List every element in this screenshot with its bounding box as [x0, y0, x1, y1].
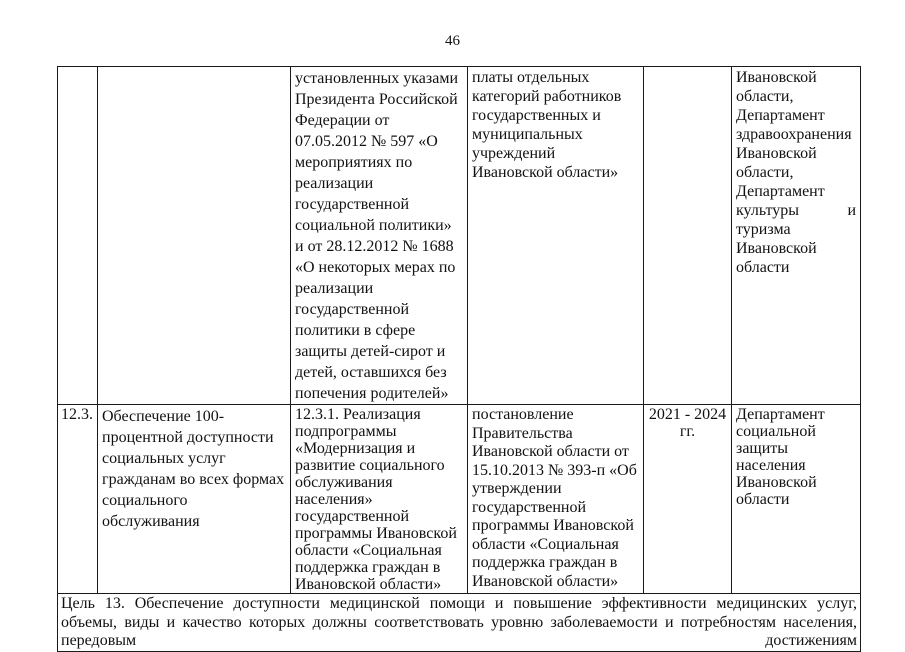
cell-objective: [98, 67, 291, 405]
table-row-continuation: [58, 67, 861, 405]
table-row-goal-13: [58, 594, 861, 652]
cell-executor: Ивановской области, Департамент здравоохранения Ивановской области, Департамент культуры и туризма Ивановской области: [732, 67, 861, 405]
table-row-12-3: [58, 405, 861, 594]
page-number: 46: [445, 33, 460, 49]
cell-goal-13: Цель 13. Обеспечение доступности медицинской помощи и повышение эффективности медицинских услуг, объемы, виды и качество которых должны соответствовать уровню заболеваемости и потребностям населения, передовым достижениям: [58, 594, 861, 652]
cell-executor: Департамент социальной защиты населения Ивановской области: [732, 405, 861, 594]
cell-period: 2021 - 2024 гг.: [644, 405, 732, 594]
cell-measure: 12.3.1. Реализация подпрограммы «Модернизация и развитие социального обслуживания населения» государственной программы Ивановской области «Социальная поддержка граждан в Ивановской области»: [291, 405, 468, 594]
cell-legal-basis: платы отдельных категорий работников государственных и муниципальных учреждений Ивановской области»: [468, 67, 644, 405]
cell-item-number: [58, 67, 98, 405]
cell-item-number: 12.3.: [58, 405, 98, 594]
cell-objective: Обеспечение 100-процентной доступности социальных услуг гражданам во всех формах социального обслуживания: [98, 405, 291, 594]
cell-legal-basis: постановление Правительства Ивановской области от 15.10.2013 № 393-п «Об утверждении государственной программы Ивановской области «Социальная поддержка граждан в Ивановской области»: [468, 405, 644, 594]
cell-period: [644, 67, 732, 405]
cell-measure: установленных указами Президента Российской Федерации от 07.05.2012 № 597 «О мероприятиях по реализации государственной социальной политики» и от 28.12.2012 № 1688 «О некоторых мерах по реализации государственной политики в сфере защиты детей-сирот и детей, оставшихся без попечения родителей»: [291, 67, 468, 405]
planning-table: [57, 66, 861, 652]
